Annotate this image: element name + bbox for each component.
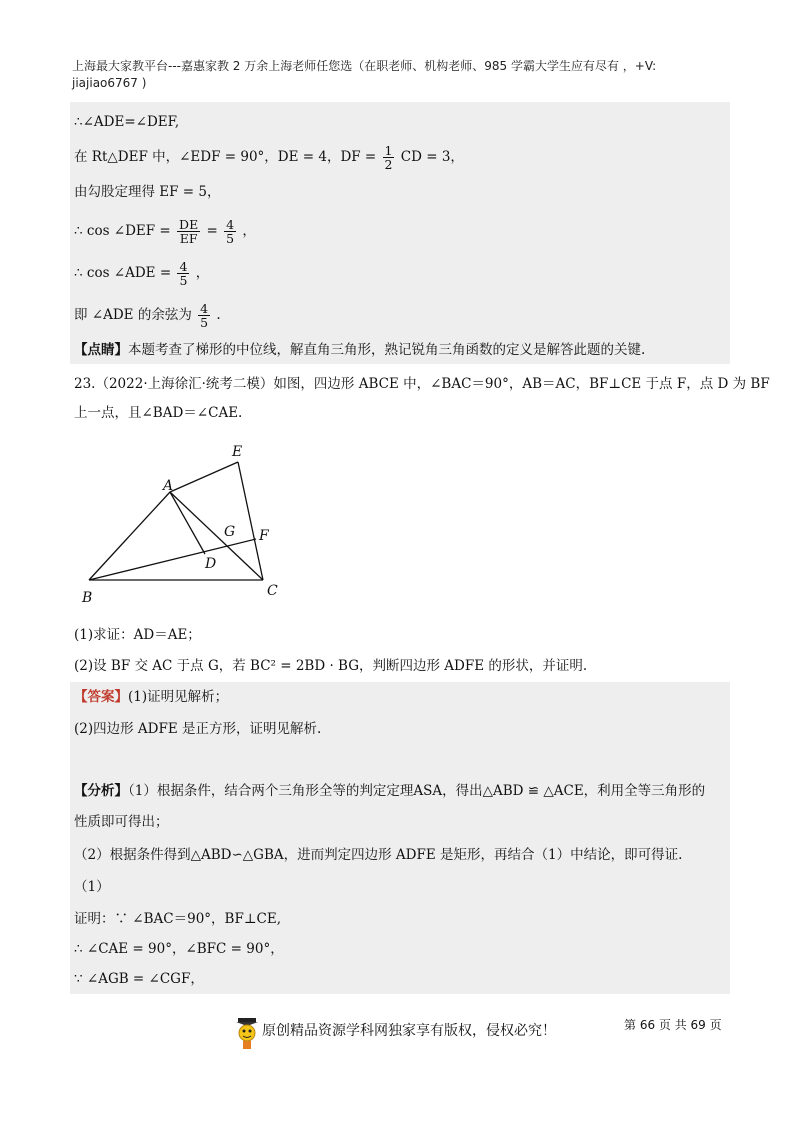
segment-AC	[170, 492, 263, 580]
problem-line: 23.（2022·上海徐汇·统考二模）如图，四边形 ABCE 中，∠BAC＝90°，AB＝AC，BF⊥CE 于点 F，点 D 为 BF	[74, 376, 770, 392]
fraction: $\frac{DE}{EF}$	[179, 217, 199, 246]
label-D: D	[205, 556, 217, 572]
analysis-line: 证明：∵ ∠BAC＝90°，BF⊥CE,	[74, 911, 281, 927]
analysis-line: ∴ ∠CAE = 90°，∠BFC = 90°，	[74, 941, 284, 957]
geometry-diagram	[78, 440, 308, 615]
page-header	[72, 58, 732, 92]
label-G: G	[224, 524, 236, 540]
solution-line: ∴ cos ∠ADE = $\frac{4}{5}$ ，	[74, 259, 210, 288]
fraction: $\frac{4}{5}$	[200, 301, 209, 330]
mascot-logo-icon	[234, 1016, 260, 1050]
answer-line: (2)四边形 ADFE 是正方形，证明见解析.	[74, 721, 322, 737]
analysis-line: （1）	[74, 879, 110, 895]
segment-AB	[89, 492, 170, 580]
label-B: B	[82, 590, 93, 606]
analysis-line: 【分析】（1）根据条件，结合两个三角形全等的判定定理ASA，得出△ABD ≌ △ACE，利用全等三角形的	[74, 783, 706, 799]
analysis-tag: 【分析】	[74, 783, 128, 799]
question-1: (1)求证：AD＝AE；	[74, 627, 201, 643]
label-E: E	[232, 444, 243, 460]
label-F: F	[259, 528, 269, 544]
problem-line: 上一点，且∠BAD＝∠CAE.	[74, 405, 243, 421]
fraction: $\frac{4}{5}$	[179, 259, 188, 288]
fraction: $\frac{4}{5}$	[226, 217, 235, 246]
solution-line: 由勾股定理得 EF = 5，	[74, 184, 221, 200]
label-C: C	[267, 583, 278, 599]
fraction: $\frac{1}{2}$	[384, 143, 393, 172]
comment-tag: 【点睛】	[74, 342, 128, 358]
segment-AD	[170, 492, 205, 554]
analysis-line: （2）根据条件得到△ABD∽△GBA，进而判定四边形 ADFE 是矩形，再结合（1）中结论，即可得证.	[74, 847, 683, 863]
label-A: A	[163, 478, 174, 494]
copyright-notice: 原创精品资源学科网独家享有版权，侵权必究！	[262, 1023, 556, 1039]
segment-EC	[238, 462, 263, 580]
segment-BF	[89, 539, 256, 580]
solution-line: ∴∠ADE=∠DEF,	[74, 114, 180, 130]
segment-AE	[170, 462, 238, 492]
page-number: 第 66 页 共 69 页	[624, 1018, 722, 1032]
solution-line: ∴ cos ∠DEF = $\frac{DE}{EF}$ = $\frac{4}{5}$ ，	[74, 217, 256, 246]
answer-line: 【答案】(1)证明见解析；	[74, 689, 229, 705]
analysis-line: ∵ ∠AGB = ∠CGF，	[74, 971, 204, 987]
answer-tag: 【答案】	[74, 689, 128, 705]
question-2: (2)设 BF 交 AC 于点 G，若 BC² = 2BD · BG，判断四边形 ADFE 的形状，并证明.	[74, 658, 588, 674]
comment-line: 【点睛】本题考查了梯形的中位线，解直角三角形，熟记锐角三角函数的定义是解答此题的关键.	[74, 342, 646, 358]
solution-line: 在 Rt△DEF 中，∠EDF = 90°，DE = 4，DF = $\frac{1}{2}$ CD = 3，	[74, 143, 464, 172]
header-line-2: jiajiao6767 )	[72, 76, 147, 90]
analysis-line: 性质即可得出；	[74, 814, 169, 830]
solution-line: 即 ∠ADE 的余弦为 $\frac{4}{5}$ .	[74, 301, 221, 330]
header-line-1: 上海最大家教平台---嘉惠家教 2 万余上海老师任您选（在职老师、机构老师、985 学霸大学生应有尽有 ，+V:	[72, 59, 657, 73]
